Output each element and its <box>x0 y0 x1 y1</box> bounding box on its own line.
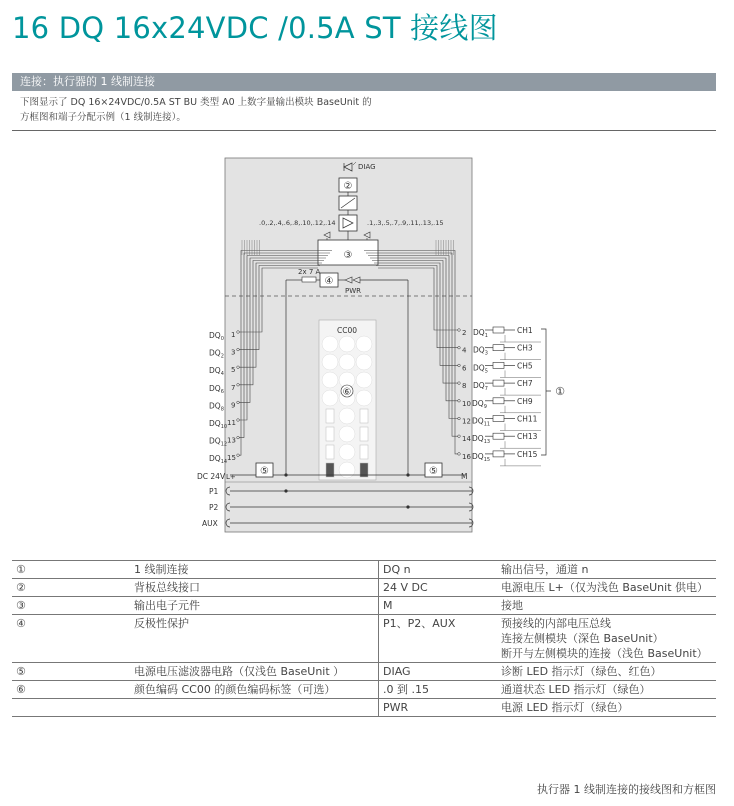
legend-desc: 输出信号，通道 n <box>497 561 716 579</box>
legend-desc: 接地 <box>497 597 716 615</box>
legend-key: DQ n <box>379 561 498 579</box>
right-terminal-pin: 12 <box>462 417 471 426</box>
left-terminal-label: $DQ_6$ <box>209 383 224 395</box>
legend-key: DIAG <box>379 663 498 681</box>
p1-label: P1 <box>209 487 219 496</box>
cc-block <box>326 427 334 441</box>
legend-table <box>12 560 716 717</box>
cc-block <box>360 427 368 441</box>
legend-row <box>12 579 716 597</box>
cc-circle <box>339 426 355 442</box>
legend-desc: 诊断 LED 指示灯（绿色、红色） <box>497 663 716 681</box>
legend-text <box>130 699 379 717</box>
legend-row <box>12 681 716 699</box>
left-terminal-pin: 5 <box>231 366 236 375</box>
right-terminal-label: $DQ_{11}$ <box>472 416 491 428</box>
actuator-icon <box>493 416 504 422</box>
cc-circle <box>322 336 338 352</box>
legend-text: 背板总线接口 <box>130 579 379 597</box>
actuator-icon <box>493 451 504 457</box>
cc-block <box>360 445 368 459</box>
fuse-icon <box>302 277 316 282</box>
cc-circle <box>322 390 338 406</box>
channel-label: CH1 <box>517 326 533 335</box>
callout-3: ③ <box>343 250 353 261</box>
legend-text: 颜色编码 CC00 的颜色编码标签（可选） <box>130 681 379 699</box>
dc24v-label: DC 24V <box>197 472 226 481</box>
legend-text: 1 线制连接 <box>130 561 379 579</box>
color-code-label: CC00 <box>336 326 358 335</box>
right-terminal-pin: 6 <box>462 364 467 373</box>
left-terminal-label: $DQ_{12}$ <box>209 436 228 448</box>
channel-label: CH9 <box>517 396 533 406</box>
intro-line-1: 下图显示了 DQ 16×24VDC/0.5A ST BU 类型 A0 上数字量输出模块 BaseUnit 的 <box>20 97 372 108</box>
channel-label: CH15 <box>517 449 538 459</box>
left-terminal-pin: 3 <box>231 348 236 357</box>
actuator-icon <box>493 398 504 404</box>
left-terminal-label: $DQ_0$ <box>209 331 224 342</box>
lplus-pin-label: L+ <box>226 473 236 481</box>
legend-num: ② <box>12 579 130 597</box>
cc-circle <box>356 354 372 370</box>
figure-caption: 执行器 1 线制连接的接线图和方框图 <box>537 783 716 796</box>
legend-num <box>12 699 130 717</box>
left-terminal-label: $DQ_{14}$ <box>209 454 228 466</box>
right-terminal-label: $DQ_{15}$ <box>472 451 491 463</box>
cc-circle <box>356 390 372 406</box>
legend-key: PWR <box>379 699 498 717</box>
right-terminal-label: $DQ_5$ <box>473 363 488 375</box>
cc-circle <box>339 336 355 352</box>
cc-circle <box>322 354 338 370</box>
legend-key: .0 到 .15 <box>379 681 498 699</box>
cc-block <box>360 409 368 423</box>
right-terminal-label: $DQ_{13}$ <box>472 434 491 446</box>
left-terminal-pin: 1 <box>231 331 236 339</box>
pwr-label: PWR <box>345 287 362 295</box>
right-terminal-label: $DQ_3$ <box>473 345 488 357</box>
fuse-label: 2x 7 A <box>298 268 321 276</box>
m-pin-label: M <box>461 472 468 481</box>
cc-circle <box>356 336 372 352</box>
right-terminal-label: $DQ_7$ <box>473 381 488 393</box>
legend-text: 反极性保护 <box>130 615 379 663</box>
legend-row <box>12 615 716 663</box>
legend-key: M <box>379 597 498 615</box>
callout-1: ① <box>555 385 565 398</box>
left-terminal-label: $DQ_{10}$ <box>209 419 228 430</box>
left-terminal-pin: 13 <box>227 436 236 445</box>
actuator-icon <box>493 433 504 439</box>
legend-row <box>12 663 716 681</box>
left-terminal-label: $DQ_2$ <box>209 348 224 360</box>
cc-circle <box>339 354 355 370</box>
actuator-icon <box>493 327 504 333</box>
right-terminal-pin: 10 <box>462 399 471 408</box>
cc-block <box>326 445 334 459</box>
channel-label: CH13 <box>517 432 538 442</box>
cc-circle <box>322 372 338 388</box>
actuator-icon <box>493 362 504 368</box>
callout-2: ② <box>343 181 353 192</box>
callout-6: ⑥ <box>342 387 352 398</box>
odd-channel-leds: .1,.3,.5,.7,.9,.11,.13,.15 <box>367 219 444 227</box>
section-header: 连接：执行器的 1 线制连接 <box>12 73 716 91</box>
cc-block <box>326 409 334 423</box>
right-terminal-pin: 16 <box>462 452 471 461</box>
legend-desc: 电源电压 L+（仅为浅色 BaseUnit 供电） <box>497 579 716 597</box>
callout-4: ④ <box>324 276 334 287</box>
cc-circle <box>339 408 355 424</box>
cc-circle <box>339 444 355 460</box>
legend-text: 输出电子元件 <box>130 597 379 615</box>
diag-label: DIAG <box>358 163 376 171</box>
right-terminal-label: $DQ_9$ <box>472 398 487 410</box>
left-terminal-label: $DQ_8$ <box>209 401 224 413</box>
right-terminal-label: $DQ_1$ <box>473 328 488 339</box>
legend-desc: 预接线的内部电压总线 连接左侧模块（深色 BaseUnit） 断开与左侧模块的连接（浅色 BaseUnit） <box>497 615 716 663</box>
actuator-icon <box>493 380 504 386</box>
callout-5-left: ⑤ <box>260 466 269 477</box>
aux-label: AUX <box>202 519 218 528</box>
channel-label: CH3 <box>517 343 533 353</box>
p2-label: P2 <box>209 503 219 512</box>
left-terminal-pin: 11 <box>227 419 236 427</box>
legend-row <box>12 597 716 615</box>
legend-desc: 通道状态 LED 指示灯（绿色） <box>497 681 716 699</box>
intro-line-2: 方框图和端子分配示例（1 线制连接）。 <box>20 112 186 123</box>
one-wire-brace <box>541 329 551 455</box>
legend-text: 电源电压滤波器电路（仅浅色 BaseUnit ） <box>130 663 379 681</box>
left-terminal-pin: 7 <box>231 383 236 392</box>
legend-num: ④ <box>12 615 130 663</box>
page-title: 16 DQ 16x24VDC /0.5A ST 接线图 <box>12 11 498 45</box>
left-terminal-pin: 15 <box>227 454 236 463</box>
legend-num: ⑤ <box>12 663 130 681</box>
legend-key: P1、P2、AUX <box>379 615 498 663</box>
channel-label: CH11 <box>517 414 538 424</box>
callout-5-right: ⑤ <box>429 466 438 477</box>
channel-label: CH5 <box>517 361 533 371</box>
even-channel-leds: .0,.2,.4,.6,.8,.10,.12,.14 <box>259 219 336 227</box>
legend-num: ① <box>12 561 130 579</box>
actuator-icon <box>493 345 504 351</box>
right-terminal-pin: 14 <box>462 435 471 444</box>
legend-num: ⑥ <box>12 681 130 699</box>
legend-row <box>12 699 716 717</box>
right-terminal-pin: 4 <box>462 346 467 355</box>
cc-circle <box>356 372 372 388</box>
right-terminal-pin: 2 <box>462 329 467 337</box>
left-terminal-pin: 9 <box>231 401 236 410</box>
left-terminal-label: $DQ_4$ <box>209 366 224 378</box>
legend-num: ③ <box>12 597 130 615</box>
right-terminal-pin: 8 <box>462 382 467 391</box>
legend-desc: 电源 LED 指示灯（绿色） <box>497 699 716 717</box>
legend-key: 24 V DC <box>379 579 498 597</box>
legend-row <box>12 561 716 579</box>
cc-circle <box>339 462 355 478</box>
amplifier-box <box>339 215 357 231</box>
channel-label: CH7 <box>517 379 533 389</box>
